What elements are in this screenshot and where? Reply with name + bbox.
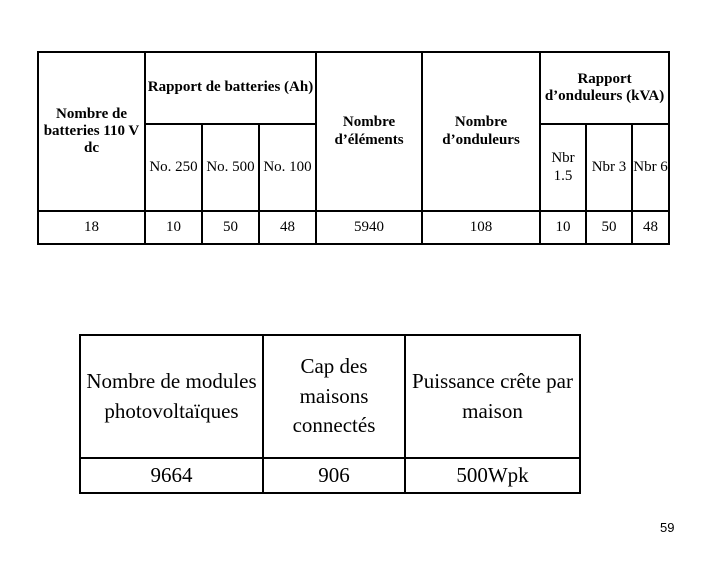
header-nombre-onduleurs: Nombre d’onduleurs: [422, 52, 540, 211]
table-cell: 50: [586, 211, 632, 244]
battery-inverter-table: [37, 51, 670, 245]
pv-modules-table: [79, 334, 581, 494]
header-no-100: No. 100: [259, 124, 316, 211]
header-nombre-modules: Nombre de modules photovoltaïques: [80, 335, 263, 458]
table-cell: 500Wpk: [405, 458, 580, 493]
header-cap-maisons: Cap des maisons connectés: [263, 335, 405, 458]
table-cell: 48: [259, 211, 316, 244]
header-nbr-6: Nbr 6: [632, 124, 669, 211]
table-cell: 18: [38, 211, 145, 244]
header-nombre-elements: Nombre d’éléments: [316, 52, 422, 211]
table-row: [80, 458, 580, 493]
header-no-250: No. 250: [145, 124, 202, 211]
header-nbr-3: Nbr 3: [586, 124, 632, 211]
header-nombre-batteries: Nombre de batteries 110 V dc: [38, 52, 145, 211]
table-cell: 48: [632, 211, 669, 244]
table-cell: 10: [145, 211, 202, 244]
header-rapport-batteries: Rapport de batteries (Ah): [145, 52, 316, 124]
table-cell: 9664: [80, 458, 263, 493]
table-cell: 5940: [316, 211, 422, 244]
page-number: 59: [660, 520, 675, 535]
header-no-500: No. 500: [202, 124, 259, 211]
table-cell: 108: [422, 211, 540, 244]
header-rapport-onduleurs: Rapport d’onduleurs (kVA): [540, 52, 669, 124]
table-cell: 906: [263, 458, 405, 493]
header-puissance-crete: Puissance crête par maison: [405, 335, 580, 458]
table-cell: 50: [202, 211, 259, 244]
table-row: [38, 211, 669, 244]
table-cell: 10: [540, 211, 586, 244]
header-nbr-1-5: Nbr 1.5: [540, 124, 586, 211]
